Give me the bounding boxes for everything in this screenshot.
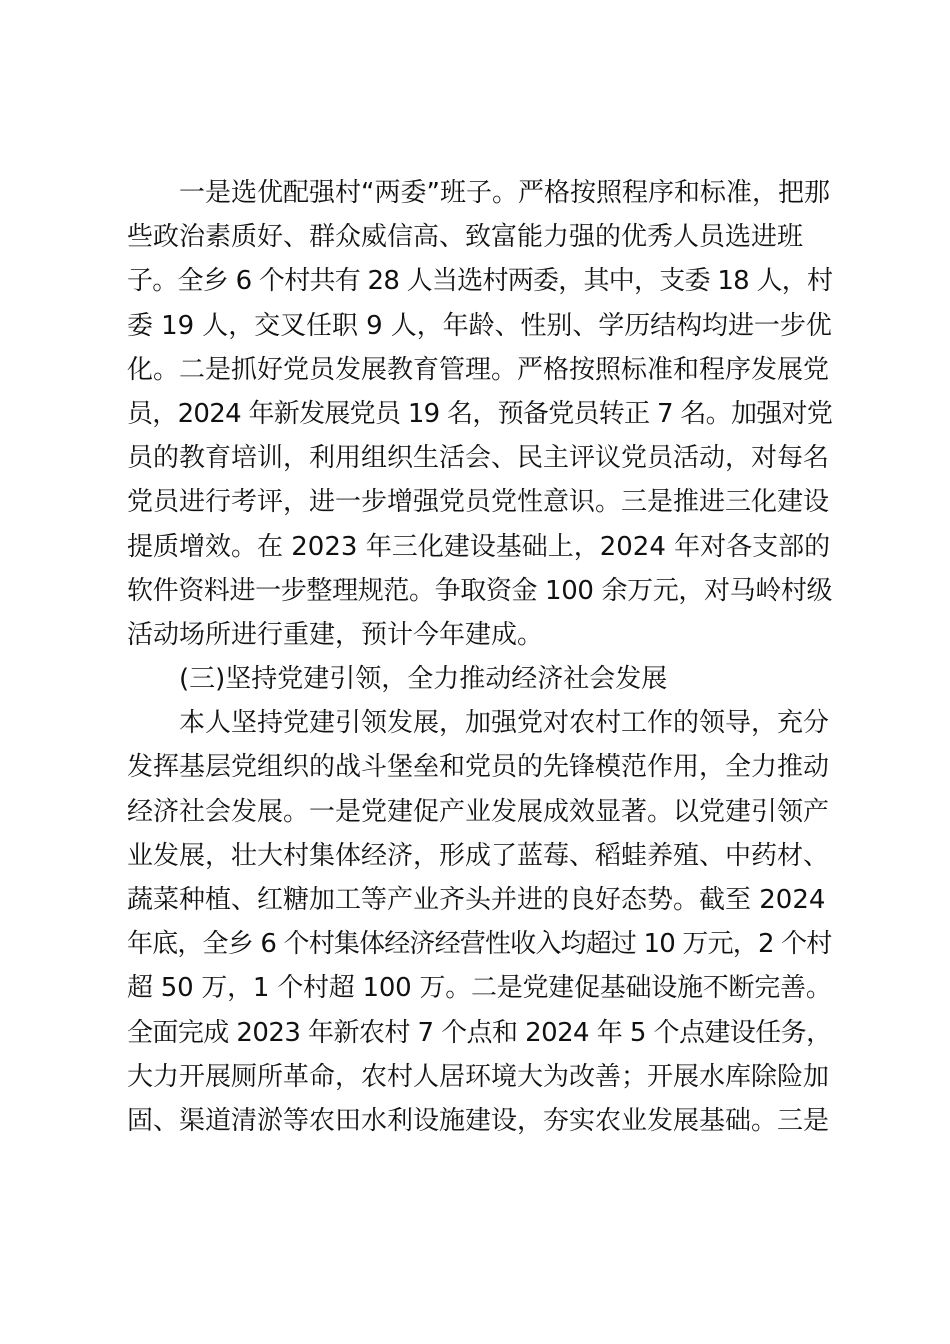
text-line: 化。二是抓好党员发展教育管理。严格按照标准和程序发展党 bbox=[127, 354, 830, 385]
text-line: 党员进行考评，进一步增强党员党性意识。三是推进三化建设 bbox=[127, 487, 830, 518]
text-line: 软件资料进一步整理规范。争取资金 100 余万元，对马岭村级 bbox=[127, 575, 833, 606]
text-line: 员的教育培训，利用组织生活会、民主评议党员活动，对每名 bbox=[127, 443, 830, 474]
text-line: 委 19 人，交叉任职 9 人，年龄、性别、学历结构均进一步优 bbox=[127, 310, 832, 341]
text-line: 提质增效。在 2023 年三化建设基础上，2024 年对各支部的 bbox=[127, 531, 831, 562]
text-line: 经济社会发展。一是党建促产业发展成效显著。以党建引领产 bbox=[127, 796, 830, 827]
text-line: 些政治素质好、群众威信高、致富能力强的优秀人员选进班 bbox=[127, 222, 804, 253]
text-line: 年底，全乡 6 个村集体经济经营性收入均超过 10 万元，2 个村 bbox=[127, 929, 832, 960]
text-line: 固、渠道清淤等农田水利设施建设，夯实农业发展基础。三是 bbox=[127, 1105, 830, 1136]
text-line: 本人坚持党建引领发展，加强党对农村工作的领导，充分 bbox=[127, 708, 830, 739]
text-line: 活动场所进行重建，预计今年建成。 bbox=[127, 619, 544, 650]
text-line: 大力开展厕所革命，农村人居环境大为改善；开展水库除险加 bbox=[127, 1061, 830, 1092]
text-line: 员，2024 年新发展党员 19 名，预备党员转正 7 名。加强对党 bbox=[127, 398, 833, 429]
text-line: 蔬菜种植、红糖加工等产业齐头并进的良好态势。截至 2024 bbox=[127, 885, 826, 915]
text-line: 子。全乡 6 个村共有 28 人当选村两委，其中，支委 18 人，村 bbox=[127, 266, 833, 297]
text-line: 一是选优配强村“两委”班子。严格按照程序和标准，把那 bbox=[127, 178, 830, 208]
body-text bbox=[127, 171, 832, 1143]
text-line: 超 50 万，1 个村超 100 万。二是党建促基础设施不断完善。 bbox=[127, 973, 832, 1004]
section-heading: (三)坚持党建引领，全力推动经济社会发展 bbox=[127, 664, 668, 695]
text-line: 全面完成 2023 年新农村 7 个点和 2024 年 5 个点建设任务， bbox=[127, 1017, 832, 1048]
text-line: 发挥基层党组织的战斗堡垒和党员的先锋模范作用，全力推动 bbox=[127, 752, 830, 783]
text-line: 业发展，壮大村集体经济，形成了蓝莓、稻蛙养殖、中药材、 bbox=[127, 840, 830, 871]
